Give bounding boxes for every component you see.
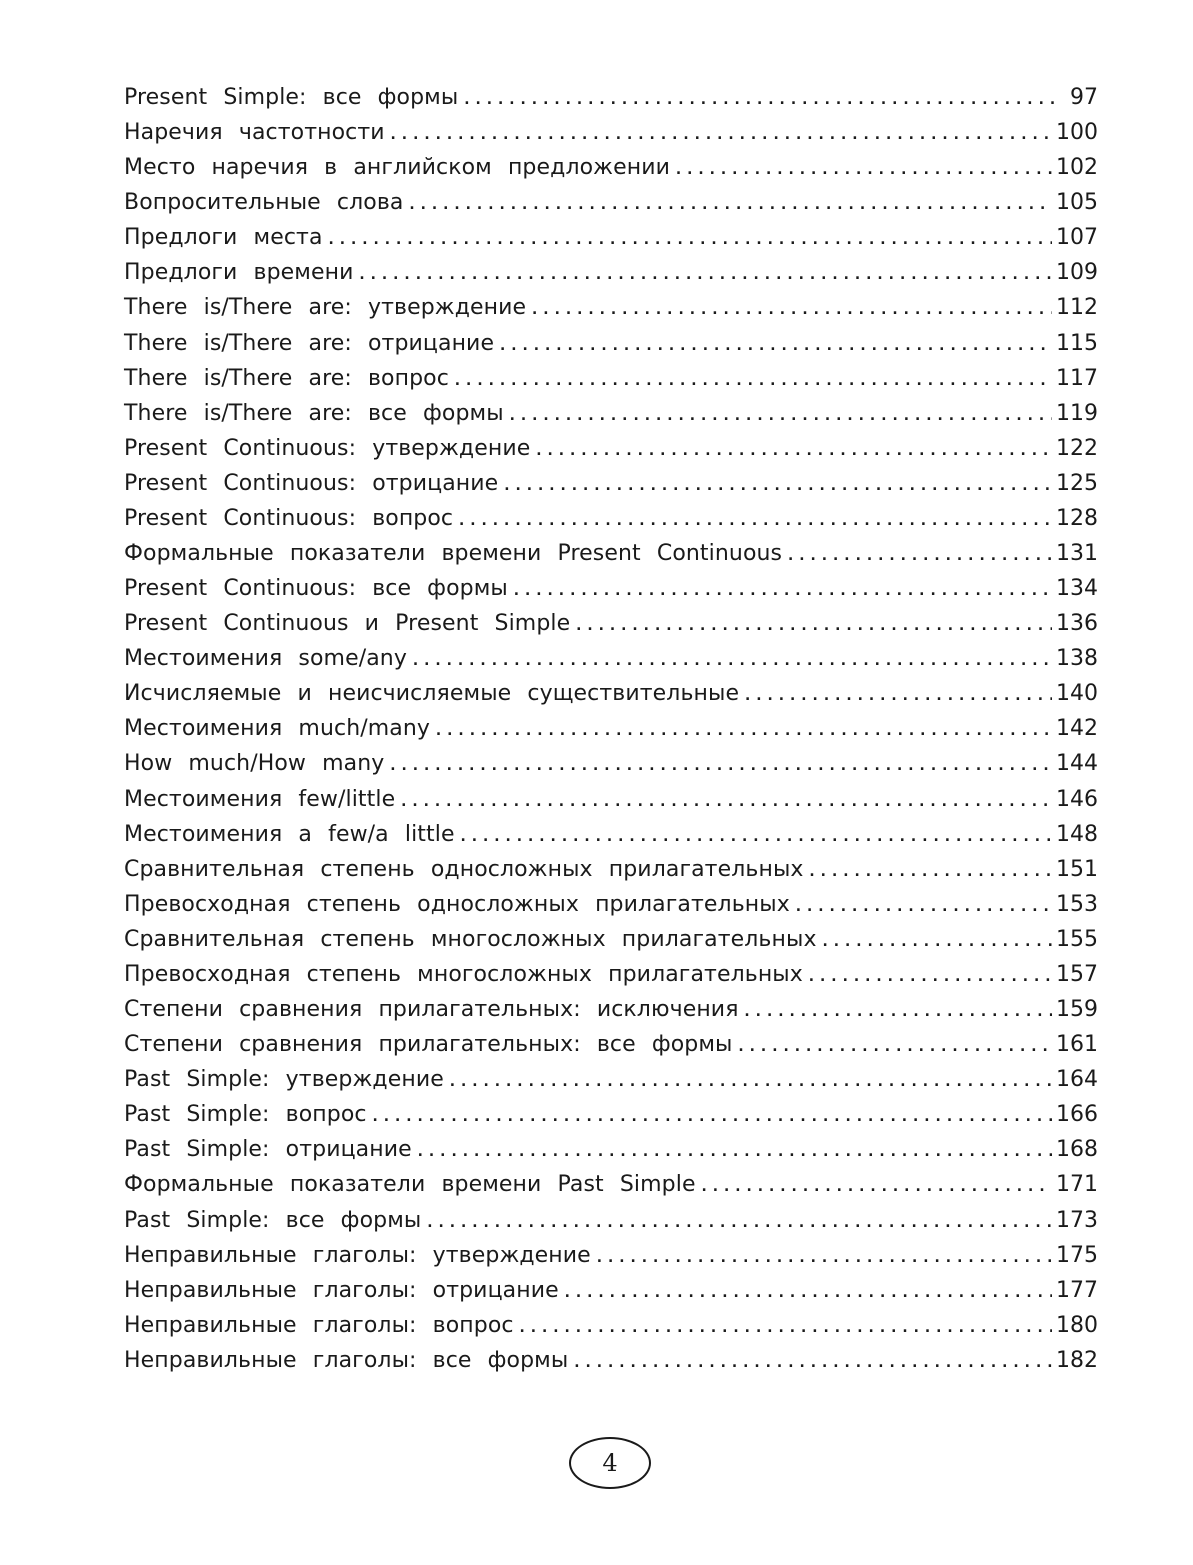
toc-entry[interactable] <box>124 1343 1098 1378</box>
toc-entry-page-number[interactable]: 115 <box>1056 330 1098 356</box>
toc-dot-leader <box>416 1134 1052 1169</box>
page-number-badge <box>569 1437 651 1489</box>
toc-entry-title[interactable]: Степени сравнения прилагательных: исключения <box>124 997 739 1023</box>
toc-dot-leader <box>358 257 1052 292</box>
toc-entry-page-number[interactable]: 155 <box>1056 926 1098 952</box>
toc-entry-page-number[interactable]: 151 <box>1056 856 1098 882</box>
toc-entry-title[interactable]: Местоимения few/little <box>124 786 396 812</box>
toc-dot-leader <box>512 573 1052 608</box>
toc-entry-title[interactable]: Неправильные глаголы: вопрос <box>124 1312 514 1338</box>
toc-dot-leader <box>518 1310 1052 1345</box>
toc-entry-title[interactable]: Местоимения much/many <box>124 716 431 742</box>
toc-entry[interactable] <box>124 290 1098 325</box>
toc-entry-title[interactable]: Место наречия в английском предложении <box>124 155 670 181</box>
toc-entry[interactable] <box>124 1308 1098 1343</box>
toc-entry-page-number[interactable]: 105 <box>1056 190 1098 216</box>
toc-entry-page-number[interactable]: 146 <box>1056 786 1098 812</box>
toc-entry-title[interactable]: There is/There are: все формы <box>124 400 504 426</box>
toc-dot-leader <box>425 1205 1052 1240</box>
toc-entry-page-number[interactable]: 97 <box>1070 85 1098 110</box>
toc-entry-page-number[interactable]: 148 <box>1056 821 1098 847</box>
toc-entry[interactable] <box>124 185 1098 220</box>
toc-entry[interactable] <box>124 466 1098 501</box>
toc-dot-leader <box>700 1169 1052 1204</box>
toc-dot-leader <box>808 854 1052 889</box>
toc-entry-title[interactable]: Неправильные глаголы: утверждение <box>124 1242 591 1268</box>
toc-dot-leader <box>794 889 1052 924</box>
toc-entry-page-number[interactable]: 140 <box>1056 681 1098 707</box>
toc-entry[interactable] <box>124 220 1098 255</box>
toc-dot-leader <box>743 994 1052 1029</box>
toc-dot-leader <box>327 222 1052 257</box>
toc-entry-title[interactable]: Предлоги времени <box>124 260 354 286</box>
toc-entry-page-number[interactable]: 125 <box>1056 470 1098 496</box>
toc-entry[interactable] <box>124 887 1098 922</box>
toc-entry[interactable] <box>124 1238 1098 1273</box>
toc-entry-page-number[interactable]: 136 <box>1056 611 1098 637</box>
toc-entry-page-number[interactable]: 138 <box>1056 646 1098 672</box>
table-of-contents <box>124 80 1098 1378</box>
toc-dot-leader <box>572 1345 1052 1380</box>
toc-entry-page-number[interactable]: 182 <box>1056 1347 1098 1373</box>
toc-entry-title[interactable]: Present Continuous: отрицание <box>124 470 499 496</box>
toc-entry[interactable] <box>124 571 1098 606</box>
toc-entry-title[interactable]: There is/There are: утверждение <box>124 295 527 321</box>
toc-entry-page-number[interactable]: 164 <box>1056 1067 1098 1093</box>
toc-entry-title[interactable]: Present Continuous: все формы <box>124 576 508 602</box>
toc-entry-title[interactable]: Present Continuous и Present Simple <box>124 611 571 637</box>
toc-entry-page-number[interactable]: 157 <box>1056 961 1098 987</box>
toc-entry-page-number[interactable]: 122 <box>1056 435 1098 461</box>
toc-entry-page-number[interactable]: 161 <box>1056 1032 1098 1058</box>
toc-entry[interactable] <box>124 1132 1098 1167</box>
toc-entry[interactable] <box>124 80 1098 115</box>
toc-entry-title[interactable]: Вопросительные слова <box>124 190 404 216</box>
toc-entry-title[interactable]: There is/There are: вопрос <box>124 365 449 391</box>
toc-entry[interactable] <box>124 676 1098 711</box>
toc-entry-page-number[interactable]: 180 <box>1056 1312 1098 1338</box>
toc-entry-page-number[interactable]: 134 <box>1056 576 1098 602</box>
toc-entry[interactable] <box>124 431 1098 466</box>
toc-entry-page-number[interactable]: 144 <box>1056 751 1098 777</box>
toc-entry-page-number[interactable]: 153 <box>1056 891 1098 917</box>
toc-entry-page-number[interactable]: 166 <box>1056 1102 1098 1128</box>
toc-entry-title[interactable]: Сравнительная степень многосложных прилагательных <box>124 926 817 952</box>
toc-entry-title[interactable]: Превосходная степень односложных прилагательных <box>124 891 790 917</box>
toc-dot-leader <box>737 1029 1052 1064</box>
toc-dot-leader <box>462 82 1058 117</box>
toc-entry-page-number[interactable]: 168 <box>1056 1137 1098 1163</box>
toc-entry[interactable] <box>124 852 1098 887</box>
toc-entry-title[interactable]: How much/How many <box>124 751 385 777</box>
toc-entry[interactable] <box>124 1273 1098 1308</box>
toc-entry-title[interactable]: Past Simple: все формы <box>124 1207 422 1233</box>
toc-entry[interactable] <box>124 1027 1098 1062</box>
toc-entry[interactable] <box>124 606 1098 641</box>
toc-entry[interactable] <box>124 711 1098 746</box>
toc-entry-title[interactable]: Present Continuous: утверждение <box>124 435 531 461</box>
toc-entry-page-number[interactable]: 175 <box>1056 1242 1098 1268</box>
toc-entry[interactable] <box>124 396 1098 431</box>
toc-entry-title[interactable]: There is/There are: отрицание <box>124 330 495 356</box>
toc-entry-title[interactable]: Предлоги места <box>124 225 323 251</box>
toc-entry-title[interactable]: Present Continuous: вопрос <box>124 505 454 531</box>
toc-entry-title[interactable]: Past Simple: утверждение <box>124 1067 444 1093</box>
toc-dot-leader <box>411 643 1052 678</box>
toc-entry[interactable] <box>124 150 1098 185</box>
toc-dot-leader <box>459 819 1052 854</box>
toc-dot-leader <box>743 678 1052 713</box>
toc-entry-title[interactable]: Сравнительная степень односложных прилагательных <box>124 856 804 882</box>
toc-entry[interactable] <box>124 782 1098 817</box>
toc-entry[interactable] <box>124 957 1098 992</box>
toc-entry-page-number[interactable]: 142 <box>1056 716 1098 742</box>
toc-entry[interactable] <box>124 1167 1098 1202</box>
toc-entry[interactable] <box>124 361 1098 396</box>
toc-dot-leader <box>563 1275 1052 1310</box>
toc-entry-page-number[interactable]: 100 <box>1056 120 1098 146</box>
toc-entry[interactable] <box>124 536 1098 571</box>
toc-dot-leader <box>448 1064 1052 1099</box>
toc-entry-title[interactable]: Past Simple: вопрос <box>124 1102 367 1128</box>
page-number: 4 <box>602 1449 618 1477</box>
toc-entry[interactable] <box>124 1062 1098 1097</box>
toc-entry-page-number[interactable]: 173 <box>1056 1207 1098 1233</box>
toc-entry-title[interactable]: Формальные показатели времени Past Simple <box>124 1172 696 1198</box>
toc-dot-leader <box>407 187 1052 222</box>
toc-entry-page-number[interactable]: 109 <box>1056 260 1098 286</box>
toc-dot-leader <box>498 328 1052 363</box>
toc-entry[interactable] <box>124 501 1098 536</box>
toc-entry-page-number[interactable]: 112 <box>1056 295 1098 321</box>
toc-entry-title[interactable]: Past Simple: отрицание <box>124 1137 412 1163</box>
toc-entry[interactable] <box>124 1097 1098 1132</box>
toc-entry-title[interactable]: Неправильные глаголы: отрицание <box>124 1277 559 1303</box>
toc-dot-leader <box>434 713 1052 748</box>
toc-entry-page-number[interactable]: 171 <box>1056 1172 1098 1198</box>
toc-entry-title[interactable]: Формальные показатели времени Present Continuous <box>124 541 783 567</box>
toc-dot-leader <box>502 468 1052 503</box>
toc-dot-leader <box>508 398 1052 433</box>
toc-entry[interactable] <box>124 992 1098 1027</box>
toc-entry[interactable] <box>124 922 1098 957</box>
toc-entry[interactable] <box>124 817 1098 852</box>
toc-entry-title[interactable]: Превосходная степень многосложных прилагательных <box>124 961 803 987</box>
toc-dot-leader <box>674 152 1052 187</box>
toc-dot-leader <box>399 784 1052 819</box>
toc-dot-leader <box>371 1099 1052 1134</box>
toc-entry-title[interactable]: Местоимения some/any <box>124 646 407 672</box>
toc-entry[interactable] <box>124 746 1098 781</box>
toc-dot-leader <box>534 433 1052 468</box>
toc-entry[interactable] <box>124 115 1098 150</box>
toc-entry-page-number[interactable]: 119 <box>1056 400 1098 426</box>
toc-dot-leader <box>574 608 1052 643</box>
toc-entry-page-number[interactable]: 102 <box>1056 155 1098 181</box>
toc-entry-page-number[interactable]: 128 <box>1056 505 1098 531</box>
toc-entry-title[interactable]: Степени сравнения прилагательных: все формы <box>124 1032 733 1058</box>
toc-entry-page-number[interactable]: 177 <box>1056 1277 1098 1303</box>
toc-dot-leader <box>530 292 1052 327</box>
toc-entry[interactable] <box>124 326 1098 361</box>
toc-entry[interactable] <box>124 1203 1098 1238</box>
toc-entry-title[interactable]: Местоимения a few/a little <box>124 821 455 847</box>
toc-entry[interactable] <box>124 641 1098 676</box>
toc-entry-title[interactable]: Неправильные глаголы: все формы <box>124 1347 569 1373</box>
toc-dot-leader <box>786 538 1052 573</box>
toc-entry-page-number[interactable]: 159 <box>1056 997 1098 1023</box>
toc-dot-leader <box>821 924 1052 959</box>
toc-dot-leader <box>388 748 1052 783</box>
toc-entry-page-number[interactable]: 117 <box>1056 365 1098 391</box>
toc-dot-leader <box>453 363 1052 398</box>
toc-entry-title[interactable]: Исчисляемые и неисчисляемые существительные <box>124 681 740 707</box>
toc-dot-leader <box>389 117 1052 152</box>
toc-entry[interactable] <box>124 255 1098 290</box>
toc-entry-title[interactable]: Present Simple: все формы <box>124 85 459 110</box>
toc-dot-leader <box>595 1240 1052 1275</box>
toc-dot-leader <box>807 959 1052 994</box>
toc-entry-page-number[interactable]: 131 <box>1056 541 1098 567</box>
toc-dot-leader <box>457 503 1052 538</box>
toc-entry-title[interactable]: Наречия частотности <box>124 120 385 146</box>
toc-entry-page-number[interactable]: 107 <box>1056 225 1098 251</box>
